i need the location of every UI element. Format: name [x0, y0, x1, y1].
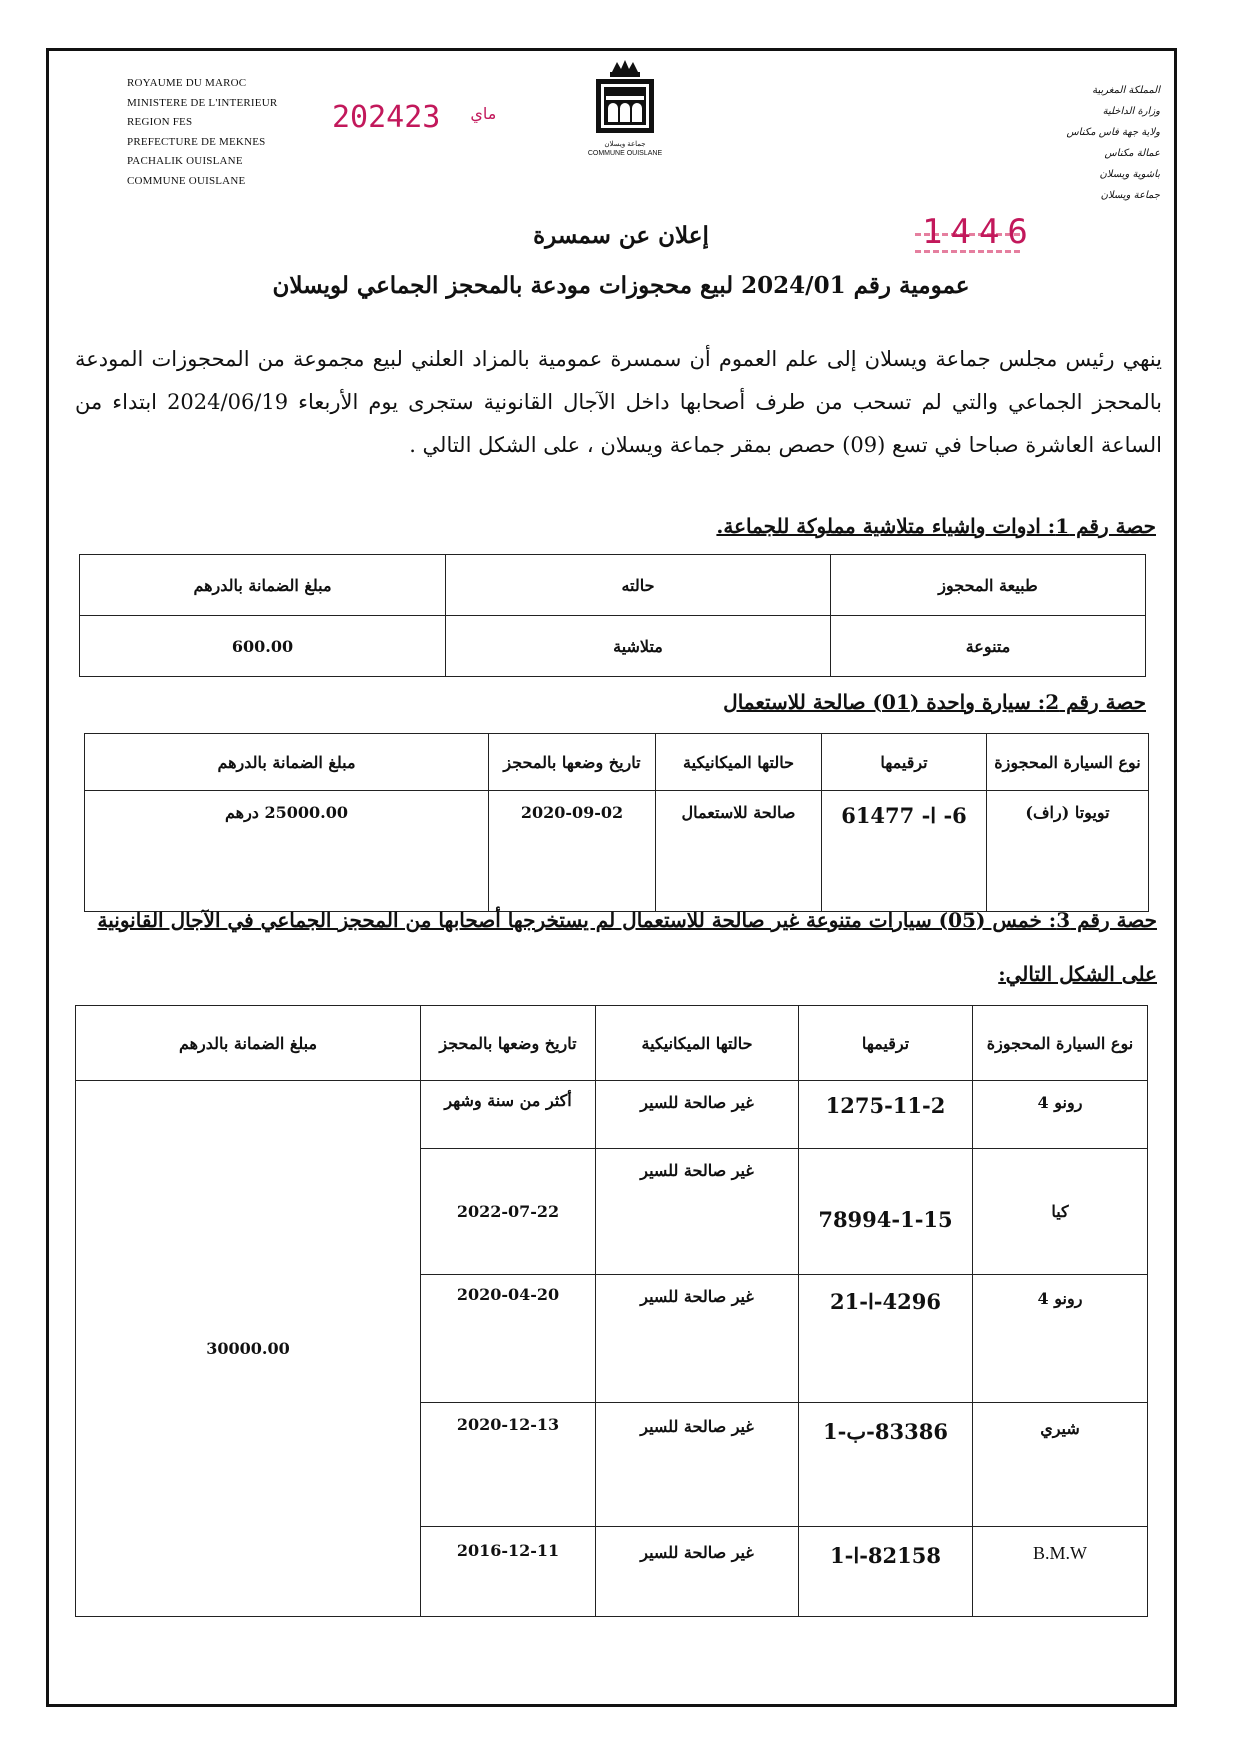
table-header-row: [76, 1006, 1148, 1081]
table-header-cell: حالتها الميكانيكية: [596, 1006, 799, 1081]
impound-date: 2020-04-20: [421, 1275, 596, 1403]
header-line: ROYAUME DU MAROC: [127, 77, 247, 89]
commune-logo: [585, 60, 665, 164]
lot3-title-cont: على الشكل التالي:: [998, 962, 1157, 986]
vehicle-plate: 6- ا- 61477: [822, 791, 987, 912]
deposit-amount: 30000.00: [76, 1081, 421, 1617]
table-row: [85, 791, 1149, 912]
table-cell: 600.00: [80, 616, 446, 677]
vehicle-type: رونو 4: [973, 1275, 1148, 1403]
vehicle-type: شيري: [973, 1403, 1148, 1527]
lot3-title: حصة رقم 3: خمس (05) سيارات متنوعة غير صالحة للاستعمال لم يستخرجها أصحابها من المحجز الجماعي في الآجال القانونية: [97, 908, 1157, 932]
table-header-cell: مبلغ الضمانة بالدرهم: [80, 555, 446, 616]
table-row: [80, 616, 1146, 677]
impound-date: 2020-09-02: [489, 791, 656, 912]
table-header-cell: نوع السيارة المحجوزة: [973, 1006, 1148, 1081]
vehicle-type: تويوتا (راف): [987, 791, 1149, 912]
vehicle-plate: 4296-ا-21: [799, 1275, 973, 1403]
header-line: باشوية ويسلان: [1099, 169, 1160, 180]
date-stamp: [332, 100, 514, 135]
header-right-ar: [1066, 80, 1160, 206]
vehicle-plate: 83386-ب-1: [799, 1403, 973, 1527]
vehicle-plate: 82158-ا-1: [799, 1527, 973, 1617]
table-header-cell: تاريخ وضعها بالمحجز: [489, 734, 656, 791]
vehicle-condition: غير صالحة للسير: [596, 1081, 799, 1149]
table-header-row: [80, 555, 1146, 616]
header-line: ولاية جهة فاس مكناس: [1066, 127, 1160, 138]
announcement-subtitle: عمومية رقم 2024/01 لبيع محجوزات مودعة بالمحجز الجماعي لويسلان: [272, 272, 970, 299]
stamp-year: 2024: [332, 100, 405, 135]
header-line: وزارة الداخلية: [1102, 106, 1160, 117]
vehicle-condition: غير صالحة للسير: [596, 1149, 799, 1275]
impound-date: 2016-12-11: [421, 1527, 596, 1617]
vehicle-condition: صالحة للاستعمال: [656, 791, 822, 912]
header-line: REGION FES: [127, 116, 193, 128]
impound-date: 2022-07-22: [421, 1149, 596, 1275]
table-header-cell: مبلغ الضمانة بالدرهم: [85, 734, 489, 791]
deposit-amount: 25000.00 درهم: [85, 791, 489, 912]
table-header-cell: نوع السيارة المحجوزة: [987, 734, 1149, 791]
lot1-title: حصة رقم 1: ادوات واشياء متلاشية مملوكة للجماعة.: [716, 514, 1156, 538]
stamp-month: ماي: [470, 104, 497, 123]
table-header-cell: طبيعة المحجوز: [831, 555, 1146, 616]
stamp-day: 23: [404, 100, 441, 135]
vehicle-type: رونو 4: [973, 1081, 1148, 1149]
impound-date: 2020-12-13: [421, 1403, 596, 1527]
table-header-cell: ترقيمها: [822, 734, 987, 791]
lot3-table: [75, 1005, 1148, 1617]
table-cell: متلاشية: [446, 616, 831, 677]
intro-paragraph: ينهي رئيس مجلس جماعة ويسلان إلى علم العموم أن سمسرة عمومية بالمزاد العلني لبيع مجموعة من المحجوزات المودعة بالمحجز الجماعي والتي لم تسحب من طرف أصحابها داخل الآجال القانونية ستجرى يوم الأربعاء 2024/06/19 ابتداء من الساعة العاشرة صباحا في تسع (09) حصص بمقر جماعة ويسلان ، على الشكل التالي .: [75, 347, 1162, 457]
header-line: عمالة مكناس: [1104, 148, 1160, 159]
header-line: PREFECTURE DE MEKNES: [127, 135, 266, 148]
table-header-cell: مبلغ الضمانة بالدرهم: [76, 1006, 421, 1081]
table-header-cell: حالته: [446, 555, 831, 616]
table-cell: متنوعة: [831, 616, 1146, 677]
table-header-row: [85, 734, 1149, 791]
header-line: جماعة ويسلان: [1100, 190, 1160, 201]
impound-date: أكثر من سنة وشهر: [421, 1081, 596, 1149]
logo-caption-fr: COMMUNE OUISLANE: [587, 150, 663, 157]
vehicle-plate: 1275-11-2: [799, 1081, 973, 1149]
reference-number: 1446: [922, 212, 1036, 252]
vehicle-type: B.M.W: [973, 1527, 1148, 1617]
header-line: PACHALIK OUISLANE: [127, 155, 243, 167]
vehicle-plate: 78994-1-15: [799, 1149, 973, 1275]
header-line: COMMUNE OUISLANE: [127, 174, 246, 187]
vehicle-condition: غير صالحة للسير: [596, 1527, 799, 1617]
table-header-cell: حالتها الميكانيكية: [656, 734, 822, 791]
header-left-fr: [127, 74, 277, 191]
lot1-table: [79, 554, 1146, 677]
announcement-title: إعلان عن سمسرة: [533, 222, 709, 249]
header-line: MINISTERE DE L'INTERIEUR: [127, 96, 278, 109]
table-header-cell: ترقيمها: [799, 1006, 973, 1081]
lot2-table: [84, 733, 1149, 912]
vehicle-condition: غير صالحة للسير: [596, 1403, 799, 1527]
lot2-title: حصة رقم 2: سيارة واحدة (01) صالحة للاستعمال: [723, 690, 1146, 714]
crown-arches-emblem-icon: [590, 60, 660, 136]
table-header-cell: تاريخ وضعها بالمحجز: [421, 1006, 596, 1081]
vehicle-condition: غير صالحة للسير: [596, 1275, 799, 1403]
vehicle-type: كيا: [973, 1149, 1148, 1275]
table-row: [76, 1081, 1148, 1149]
header-line: المملكة المغربية: [1092, 85, 1160, 96]
logo-caption-ar: جماعة ويسلان: [604, 141, 646, 148]
